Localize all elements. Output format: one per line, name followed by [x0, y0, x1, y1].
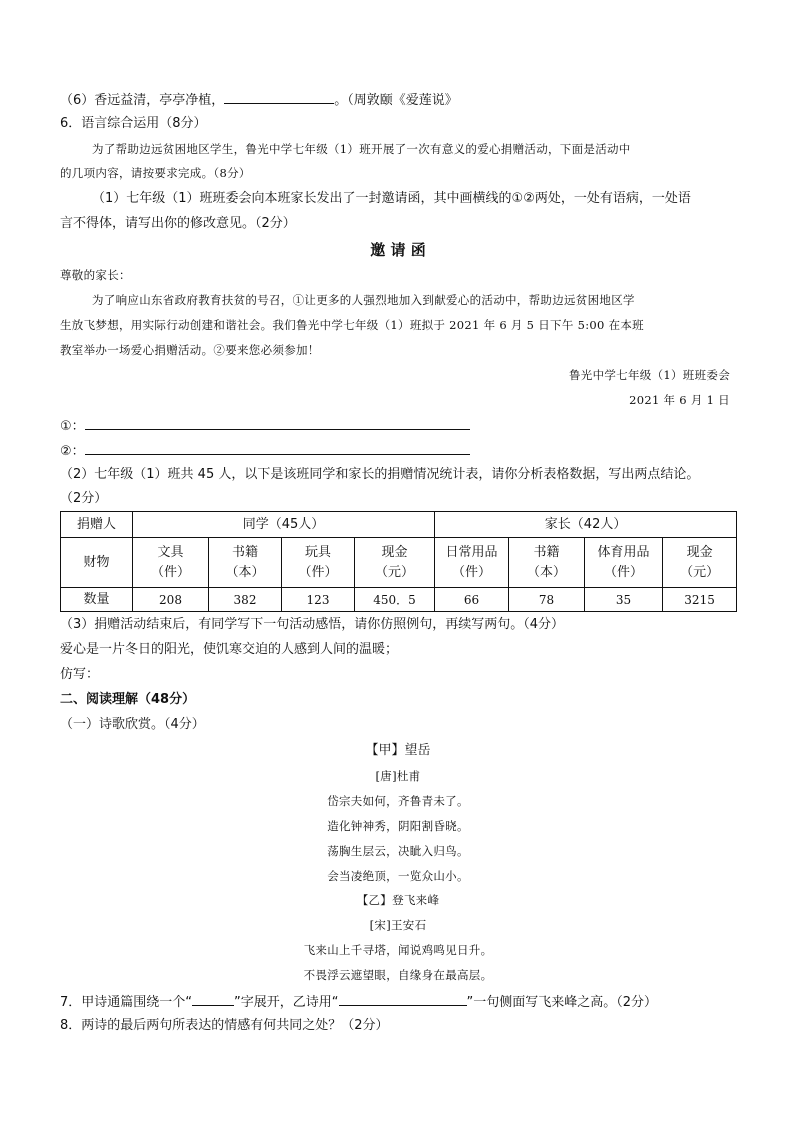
letter-body-3: 教室举办一场爱心捐赠活动。②要来您必须参加！: [60, 343, 320, 357]
item-name: 日常用品: [445, 544, 498, 560]
q8-text: 8．两诗的最后两句所表达的情感有何共同之处？（2分）: [60, 1018, 389, 1033]
letter-body-1: 为了响应山东省政府教育扶贫的号召，①让更多的人强烈地加入到献爱心的活动中，帮助边远贫困地区学: [92, 293, 635, 307]
qty-label-cell: 数量: [61, 588, 133, 612]
answer-1-blank[interactable]: [85, 415, 470, 430]
poem-a-title: 【甲】望岳: [365, 743, 431, 758]
table-header-row: [61, 512, 737, 538]
item-unit: （元）: [680, 564, 720, 580]
q7-line: [60, 991, 657, 1013]
item-cell: [585, 538, 663, 588]
item-cell: [509, 538, 585, 588]
answer-line-2: [60, 440, 470, 462]
item-cell: [209, 538, 282, 588]
qty-cell: 66: [435, 588, 509, 612]
item-name: 现金: [381, 544, 408, 560]
q6-intro-2: 的几项内容，请按要求完成。（8分）: [60, 166, 251, 180]
q6-sub1-1: （1）七年级（1）班班委会向本班家长发出了一封邀请函，其中画横线的①②两处，一处有语病，一处语: [92, 191, 691, 206]
item-name: 文具: [157, 544, 184, 560]
item-unit: （元）: [375, 564, 415, 580]
q6-sub1-2: 言不得体，请写出你的修改意见。（2分）: [60, 216, 296, 231]
item-cell: [663, 538, 737, 588]
answer-2-label: ②：: [60, 444, 85, 459]
answer-1-label: ①：: [60, 419, 85, 434]
section2-title: 二、阅读理解（48分）: [60, 692, 196, 707]
answer-line-1: [60, 415, 470, 437]
item-unit: （本）: [225, 564, 265, 580]
q7-blank-1[interactable]: [192, 991, 234, 1006]
donor-label-cell: 捐赠人: [61, 512, 133, 538]
q7-part3: ”一句侧面写飞来峰之高。（2分）: [466, 995, 658, 1010]
item-name: 体育用品: [597, 544, 650, 560]
qty-cell: 123: [282, 588, 355, 612]
item-cell: [282, 538, 355, 588]
group-students-cell: 同学（45人）: [133, 512, 435, 538]
qty-cell: 382: [209, 588, 282, 612]
poem-b-title: 【乙】登飞来峰: [356, 893, 440, 907]
answer-2-blank[interactable]: [85, 440, 470, 455]
poem-a-line: 造化钟神秀，阴阳割昏晓。: [327, 819, 469, 833]
table-qty-row: [61, 588, 737, 612]
q7-part1: 7．甲诗通篇围绕一个“: [60, 995, 193, 1010]
letter-body-2: 生放飞梦想，用实际行动创建和谐社会。我们鲁光中学七年级（1）班拟于 2021 年 6 月 5 日下午 5:00 在本班: [60, 318, 644, 332]
poem-a-author: [唐]杜甫: [375, 769, 421, 783]
sub2-text-2: （2分）: [60, 491, 108, 506]
letter-title: 邀 请 函: [370, 241, 426, 259]
qty-cell: 208: [133, 588, 209, 612]
item-cell: [133, 538, 209, 588]
letter-signature: 鲁光中学七年级（1）班班委会: [568, 368, 730, 382]
sub3-example: 爱心是一片冬日的阳光，使饥寒交迫的人感到人间的温暖；: [60, 642, 399, 657]
letter-greeting: 尊敬的家长：: [60, 268, 131, 282]
item-cell: [355, 538, 435, 588]
poem-a-line: 荡胸生层云，决眦入归鸟。: [327, 844, 469, 858]
poem-b-author: [宋]王安石: [369, 918, 427, 932]
item-label-cell: 财物: [61, 538, 133, 588]
sub3-imitate: 仿写：: [60, 667, 100, 682]
poem-b-line: 不畏浮云遮望眼，自缘身在最高层。: [303, 968, 493, 982]
q6-intro-1: 为了帮助边远贫困地区学生，鲁光中学七年级（1）班开展了一次有意义的爱心捐赠活动，下面是活动中: [92, 142, 631, 156]
poem-a-line: 岱宗夫如何，齐鲁青未了。: [327, 794, 469, 808]
item-name: 现金: [686, 544, 713, 560]
q6-item6-blank: [224, 89, 334, 104]
qty-cell: 450．5: [355, 588, 435, 612]
group-parents-cell: 家长（42人）: [435, 512, 737, 538]
item-name: 书籍: [533, 544, 560, 560]
q6-item6-line: [60, 89, 458, 111]
item-name: 书籍: [231, 544, 258, 560]
item-cell: [435, 538, 509, 588]
donation-table: [60, 511, 737, 612]
item-unit: （本）: [527, 564, 567, 580]
qty-cell: 78: [509, 588, 585, 612]
qty-cell: 3215: [663, 588, 737, 612]
sub3-text: （3）捐赠活动结束后，有同学写下一句活动感悟，请你仿照例句，再续写两句。（4分）: [60, 617, 565, 632]
q6-item6-suffix: 。（周敦颐《爱莲说》: [334, 93, 458, 108]
table-items-row: [61, 538, 737, 588]
letter-date: 2021 年 6 月 1 日: [629, 393, 730, 407]
item-unit: （件）: [298, 564, 338, 580]
q6-title: 6．语言综合运用（8分）: [60, 116, 207, 131]
item-unit: （件）: [150, 564, 190, 580]
section2-part1: （一）诗歌欣赏。（4分）: [60, 717, 205, 732]
item-unit: （件）: [452, 564, 492, 580]
q7-part2: ”字展开，乙诗用“: [234, 995, 339, 1010]
sub2-text-1: （2）七年级（1）班共 45 人，以下是该班同学和家长的捐赠情况统计表，请你分析表格数据，写出两点结论。: [60, 467, 700, 482]
qty-cell: 35: [585, 588, 663, 612]
poem-a-line: 会当凌绝顶，一览众山小。: [327, 869, 469, 883]
q7-blank-2[interactable]: [339, 991, 467, 1006]
item-name: 玩具: [304, 544, 331, 560]
item-unit: （件）: [604, 564, 644, 580]
q6-item6-prefix: （6）香远益清，亭亭净植，: [60, 93, 225, 108]
poem-b-line: 飞来山上千寻塔，闻说鸡鸣见日升。: [303, 943, 493, 957]
